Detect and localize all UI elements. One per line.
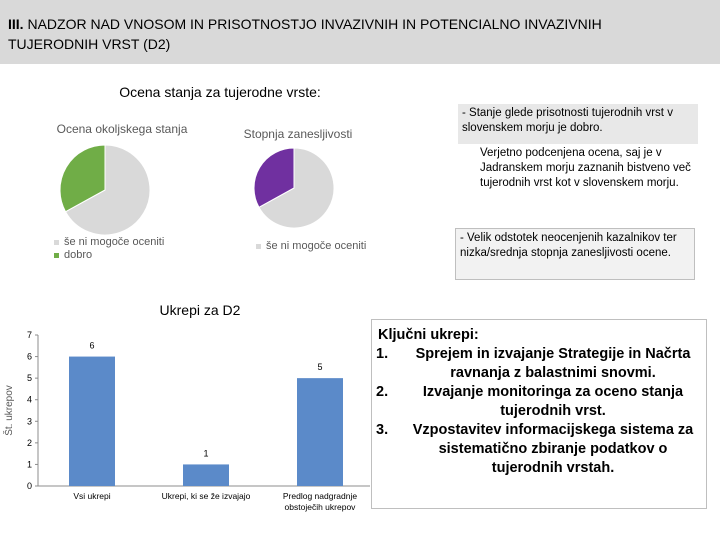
- page-title-prefix: III.: [8, 16, 24, 32]
- x-tick-label: Predlog nadgradnje: [282, 491, 358, 501]
- legend-swatch: [256, 244, 261, 249]
- key-measure-item: 2. Izvajanje monitoringa za oceno stanja tujerodnih vrst.: [376, 384, 684, 419]
- bar-data-label: 1: [203, 448, 209, 459]
- bar: [183, 464, 229, 486]
- note-status: - Stanje glede prisotnosti tujerodnih vrst v slovenskem morju je dobro.: [458, 104, 698, 144]
- key-measure-item: 1. Sprejem in izvajanje Strategije in Načrta ravnanja z balastnimi snovmi.: [376, 346, 691, 381]
- bar: [69, 357, 115, 486]
- y-tick-label: 6: [26, 351, 32, 362]
- key-measure-item: 3. Vzpostavitev informacijskega sistema za sistematično zbiranje podatkov o tujerodnih vrstah.: [376, 422, 694, 476]
- legend-swatch: [54, 253, 59, 258]
- pie-env-chart: [55, 142, 155, 238]
- pie-env-title: Ocena okoljskega stanja: [56, 122, 188, 136]
- legend-swatch: [54, 240, 59, 245]
- y-tick-label: 4: [26, 394, 32, 405]
- note-unassessed: - Velik odstotek neocenjenih kazalnikov ter nizka/srednja stopnja zanesljivosti ocene.: [455, 228, 695, 280]
- y-tick-label: 0: [26, 481, 32, 491]
- pie-impact-legend: [256, 240, 366, 253]
- bar-data-label: 6: [89, 340, 95, 351]
- x-tick-label: Vsi ukrepi: [73, 491, 111, 501]
- y-tick-label: 5: [26, 373, 32, 384]
- title-bar: [0, 0, 720, 64]
- bar: [297, 378, 343, 486]
- pie-env-legend: [54, 236, 164, 262]
- y-axis-label: Št. ukrepov: [4, 385, 15, 436]
- x-tick-label: obstoječih ukrepov: [284, 502, 356, 512]
- key-measures-box: [371, 319, 707, 509]
- bar-data-label: 5: [317, 362, 323, 373]
- y-tick-label: 2: [26, 437, 32, 448]
- bar-chart: [0, 325, 372, 525]
- key-measures-heading: Ključni ukrepi:: [378, 327, 479, 343]
- key-measures-list: [376, 345, 702, 478]
- page-title-line2: TUJERODNIH VRST (D2): [8, 36, 171, 52]
- x-tick-label: Ukrepi, ki se že izvajajo: [161, 491, 251, 501]
- assessment-heading: Ocena stanja za tujerodne vrste:: [119, 84, 321, 100]
- y-tick-label: 1: [26, 459, 32, 470]
- pie-impact-chart: [248, 146, 340, 230]
- y-tick-label: 7: [26, 330, 32, 340]
- bar-chart-title: Ukrepi za D2: [159, 302, 241, 318]
- note-underestimate: Verjetno podcenjena ocena, saj je v Jadranskem morju zaznanih bistveno več tujerodnih vrst kot v slovenskem morju.: [480, 147, 691, 189]
- y-tick-label: 3: [26, 416, 32, 427]
- pie-impact-title: Stopnja zanesljivosti: [243, 127, 353, 141]
- legend-item-impact-0: še ni mogoče oceniti: [256, 240, 366, 253]
- page-title-line1: III. NADZOR NAD VNOSOM IN PRISOTNOSTJO INVAZIVNIH IN POTENCIALNO INVAZIVNIH: [8, 16, 602, 32]
- legend-item-env-1: dobro: [54, 249, 164, 262]
- legend-item-env-0: še ni mogoče oceniti: [54, 236, 164, 249]
